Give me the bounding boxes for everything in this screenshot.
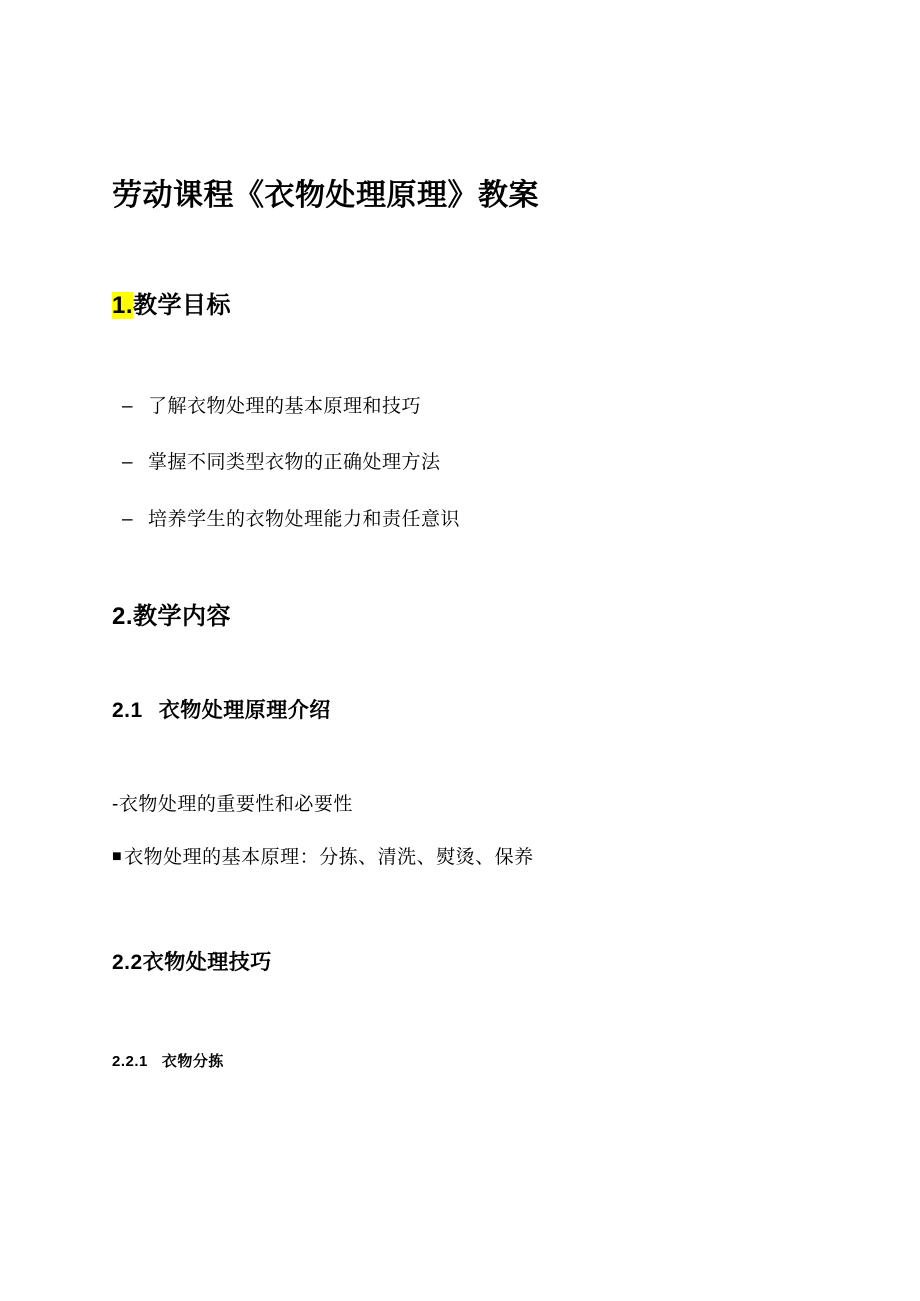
heading-2-1-label: 衣物处理原理介绍 xyxy=(158,698,331,722)
page-title: 劳动课程《衣物处理原理》教案 xyxy=(112,179,539,212)
heading-2-1 xyxy=(112,634,808,725)
heading-2-2-1-label: 衣物分拣 xyxy=(161,1053,224,1071)
list-item: – 了解衣物处理的基本原理和技巧 xyxy=(112,393,808,422)
heading-2-2-label: 衣物处理技巧 xyxy=(142,951,272,975)
heading-number-highlight: 1. xyxy=(112,292,134,319)
heading-2-1-number: 2.1 xyxy=(112,698,143,722)
list-item: – 培养学生的衣物处理能力和责任意识 xyxy=(112,506,808,535)
paragraph-importance: -衣物处理的重要性和必要性 xyxy=(112,794,353,816)
heading-2-2 xyxy=(112,872,808,977)
heading-2-teaching-content xyxy=(112,534,808,634)
heading-1-teaching-objectives xyxy=(112,217,808,323)
heading-2-2-1 xyxy=(112,977,808,1072)
paragraph-principles-text: 衣物处理的基本原理：分拣、清洗、熨烫、保养 xyxy=(124,846,534,868)
objectives-list xyxy=(112,323,808,535)
paragraph-principles xyxy=(112,820,808,873)
heading-2-number: 2. xyxy=(112,603,134,631)
heading-1-label: 教学目标 xyxy=(133,292,232,319)
heading-2-2-number: 2.2 xyxy=(112,951,143,975)
list-item: – 掌握不同类型衣物的正确处理方法 xyxy=(112,449,808,478)
square-bullet-icon: ■ xyxy=(112,847,123,865)
heading-2-2-1-number: 2.2.1 xyxy=(112,1053,148,1071)
heading-2-label: 教学内容 xyxy=(133,603,232,631)
